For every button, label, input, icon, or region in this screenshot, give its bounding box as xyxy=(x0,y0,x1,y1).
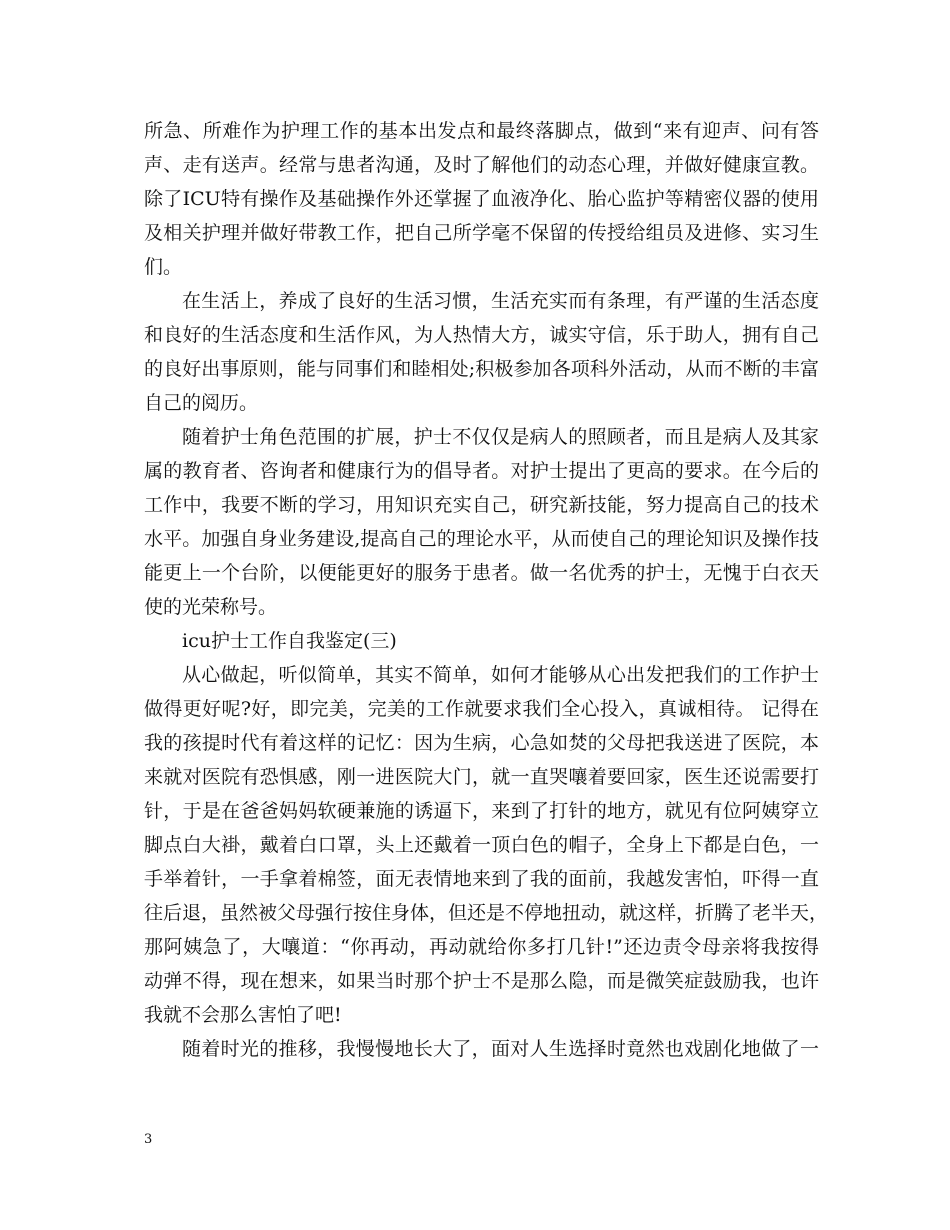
text-line: 针，于是在爸爸妈妈软硬兼施的诱逼下，来到了打针的地方，就见有位阿姨穿立 xyxy=(144,800,819,822)
text-line: 能更上一个台阶，以便能更好的服务于患者。做一名优秀的护士，无愧于白衣天 xyxy=(144,562,819,584)
text-line: 脚点白大褂，戴着白口罩，头上还戴着一顶白色的帽子，全身上下都是白色，一 xyxy=(144,834,819,856)
text-line: 随着时光的推移，我慢慢地长大了，面对人生选择时竟然也戏剧化地做了一 xyxy=(182,1038,819,1060)
text-line: 工作中，我要不断的学习，用知识充实自己，研究新技能，努力提高自己的技术 xyxy=(144,494,819,516)
text-line: 水平。加强自身业务建设,提高自己的理论水平，从而使自己的理论知识及操作技 xyxy=(144,528,819,550)
section-heading: icu护士工作自我鉴定(三) xyxy=(182,630,397,652)
text-line: 那阿姨急了，大嚷道：“你再动，再动就给你多打几针!”还边责令母亲将我按得 xyxy=(144,936,819,958)
text-line: 除了ICU特有操作及基础操作外还掌握了血液净化、胎心监护等精密仪器的使用 xyxy=(144,188,819,210)
text-line: 属的教育者、咨询者和健康行为的倡导者。对护士提出了更高的要求。在今后的 xyxy=(144,460,819,482)
text-line: 使的光荣称号。 xyxy=(144,596,278,618)
page-number: 3 xyxy=(144,1132,153,1147)
text-line: 来就对医院有恐惧感，刚一进医院大门，就一直哭嚷着要回家，医生还说需要打 xyxy=(144,766,819,788)
text-line: 从心做起，听似简单，其实不简单，如何才能够从心出发把我们的工作护士 xyxy=(182,664,819,686)
text-line: 及相关护理并做好带教工作，把自己所学毫不保留的传授给组员及进修、实习生 xyxy=(144,222,819,244)
text-line: 的良好出事原则，能与同事们和睦相处;积极参加各项科外活动，从而不断的丰富 xyxy=(144,358,819,380)
text-line: 自己的阅历。 xyxy=(144,392,259,414)
text-line: 往后退，虽然被父母强行按住身体，但还是不停地扭动，就这样，折腾了老半天， xyxy=(144,902,829,924)
text-line: 和良好的生活态度和生活作风，为人热情大方，诚实守信，乐于助人，拥有自己 xyxy=(144,324,819,346)
text-line: 我就不会那么害怕了吧! xyxy=(144,1004,342,1026)
text-line: 们。 xyxy=(144,256,183,278)
text-line: 我的孩提时代有着这样的记忆：因为生病，心急如焚的父母把我送进了医院，本 xyxy=(144,732,819,754)
text-line: 做得更好呢?好，即完美，完美的工作就要求我们全心投入，真诚相待。 记得在 xyxy=(144,698,819,720)
text-line: 手举着针，一手拿着棉签，面无表情地来到了我的面前，我越发害怕，吓得一直 xyxy=(144,868,819,890)
document-body xyxy=(144,114,829,1066)
text-line: 声、走有送声。经常与患者沟通，及时了解他们的动态心理，并做好健康宣教。 xyxy=(144,154,819,176)
text-line: 在生活上，养成了良好的生活习惯，生活充实而有条理，有严谨的生活态度 xyxy=(182,290,819,312)
text-line: 所急、所难作为护理工作的基本出发点和最终落脚点，做到“来有迎声、问有答 xyxy=(144,120,819,142)
text-line: 动弹不得，现在想来，如果当时那个护士不是那么隐，而是微笑症鼓励我，也许 xyxy=(144,970,819,992)
text-line: 随着护士角色范围的扩展，护士不仅仅是病人的照顾者，而且是病人及其家 xyxy=(182,426,819,448)
